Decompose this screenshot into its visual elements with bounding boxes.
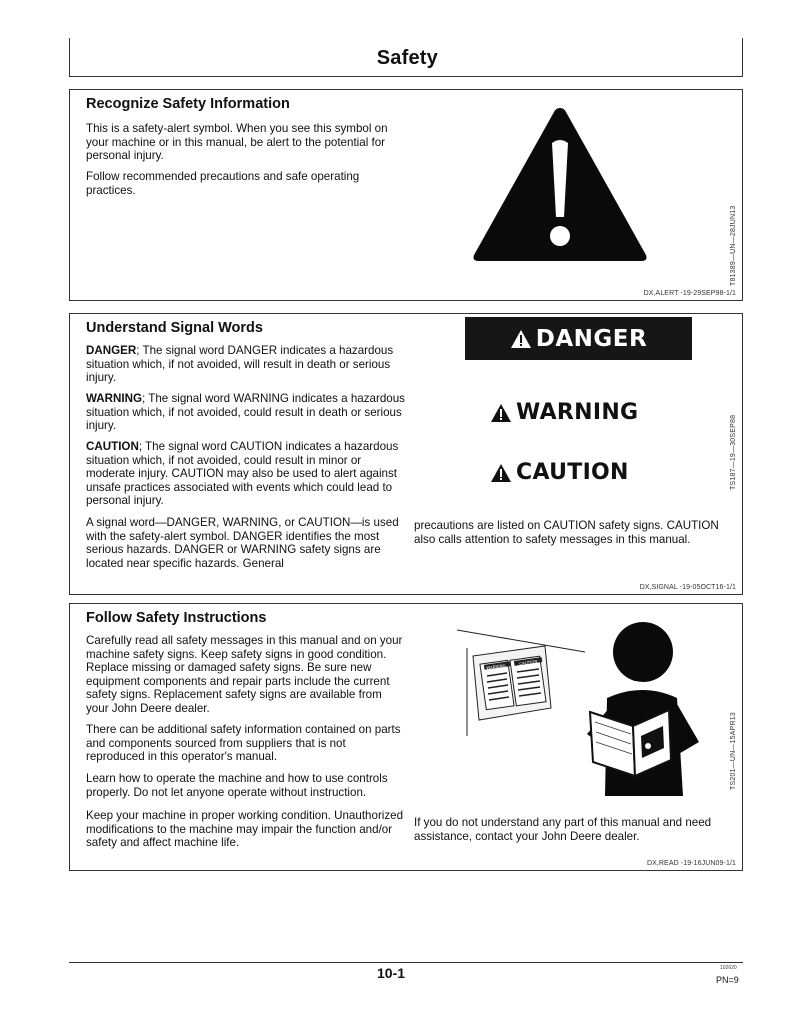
caution-signal-word: CAUTION (516, 460, 629, 485)
paragraph: precautions are listed on CAUTION safety signs. CAUTION also calls attention to safety messages in this manual. (414, 519, 719, 546)
paragraph: Keep your machine in proper working condition. Unauthorized modifications to the machine may impair the function and/or safety and affect machine life. (86, 809, 404, 850)
paragraph: There can be additional safety information contained on parts and components sourced from suppliers that is not reproduced in this operator's manual. (86, 723, 401, 764)
paragraph: This is a safety-alert symbol. When you see this symbol on your machine or in this manual, be alert to the potential for personal injury. (86, 122, 388, 163)
operator-reading-manual-illustration (455, 616, 705, 796)
page-title: Safety (376, 47, 438, 69)
page-header (69, 38, 743, 77)
section-title: Follow Safety Instructions (86, 610, 267, 626)
danger-signal-word: DANGER (535, 325, 648, 352)
term: WARNING (86, 392, 143, 405)
footer-divider (69, 962, 743, 963)
section-follow-safety-instructions (69, 603, 743, 871)
warning-signal-panel (490, 400, 638, 425)
section-understand-signal-words (69, 313, 743, 595)
pn-label: PN=9 (716, 975, 739, 985)
definition-danger (86, 344, 406, 385)
figure-code: TS201—UN—15APR13 (730, 712, 737, 790)
paragraph: If you do not understand any part of this manual and need assistance, contact your John Deere dealer. (414, 816, 712, 843)
section-recognize-safety-information (69, 89, 743, 301)
paragraph: Carefully read all safety messages in this manual and on your machine safety signs. Keep safety signs in good condition. Replace missing or damaged safety signs. Be sure new equipment components and repair parts include the current safety signs. Replacement safety signs are available from your John Deere dealer. (86, 634, 403, 715)
definition-text: ; The signal word WARNING indicates a hazardous situation which, if not avoided, could result in death or serious injury. (86, 392, 405, 433)
reference-code: DX,READ -19-16JUN09-1/1 (646, 860, 736, 867)
paragraph: A signal word—DANGER, WARNING, or CAUTION—is used with the safety-alert symbol. DANGER identifies the most serious hazards. DANGER or WARNING safety signs are located near specific hazards. General (86, 516, 399, 570)
definition-caution (86, 440, 406, 508)
paragraph: Learn how to operate the machine and how to use controls properly. Do not let anyone operate without instruction. (86, 772, 388, 799)
figure-code: TS187—19—30SEP88 (730, 414, 737, 490)
caution-signal-panel (490, 460, 629, 485)
footer-code: 102620 (720, 965, 737, 971)
figure-code: T81389—UN—28JUN13 (730, 205, 737, 286)
warning-signal-word: WARNING (516, 400, 639, 425)
reference-code: DX,ALERT -19-29SEP98-1/1 (643, 290, 736, 297)
safety-alert-icon (470, 105, 650, 265)
section-title: Recognize Safety Information (86, 96, 290, 112)
definition-text: ; The signal word CAUTION indicates a hazardous situation which, if not avoided, could result in minor or moderate injury. CAUTION may also be used to alert against unsafe practices associated with events which could lead to personal injury. (86, 440, 399, 508)
sign-label-warning: WARNING (485, 662, 506, 671)
term: DANGER (86, 344, 137, 357)
section-title: Understand Signal Words (86, 320, 263, 336)
safety-alert-icon (490, 403, 512, 423)
safety-alert-icon (510, 329, 532, 349)
sign-label-caution: CAUTION (518, 658, 538, 667)
definition-text: ; The signal word DANGER indicates a hazardous situation which, if not avoided, will result in death or serious injury. (86, 344, 394, 385)
definition-warning (86, 392, 406, 433)
reference-code: DX,SIGNAL -19-05OCT16-1/1 (639, 584, 736, 591)
term: CAUTION (86, 440, 139, 453)
page-number: 10-1 (377, 965, 406, 981)
safety-alert-icon (490, 463, 512, 483)
paragraph: Follow recommended precautions and safe operating practices. (86, 170, 360, 197)
danger-signal-panel (465, 317, 692, 360)
